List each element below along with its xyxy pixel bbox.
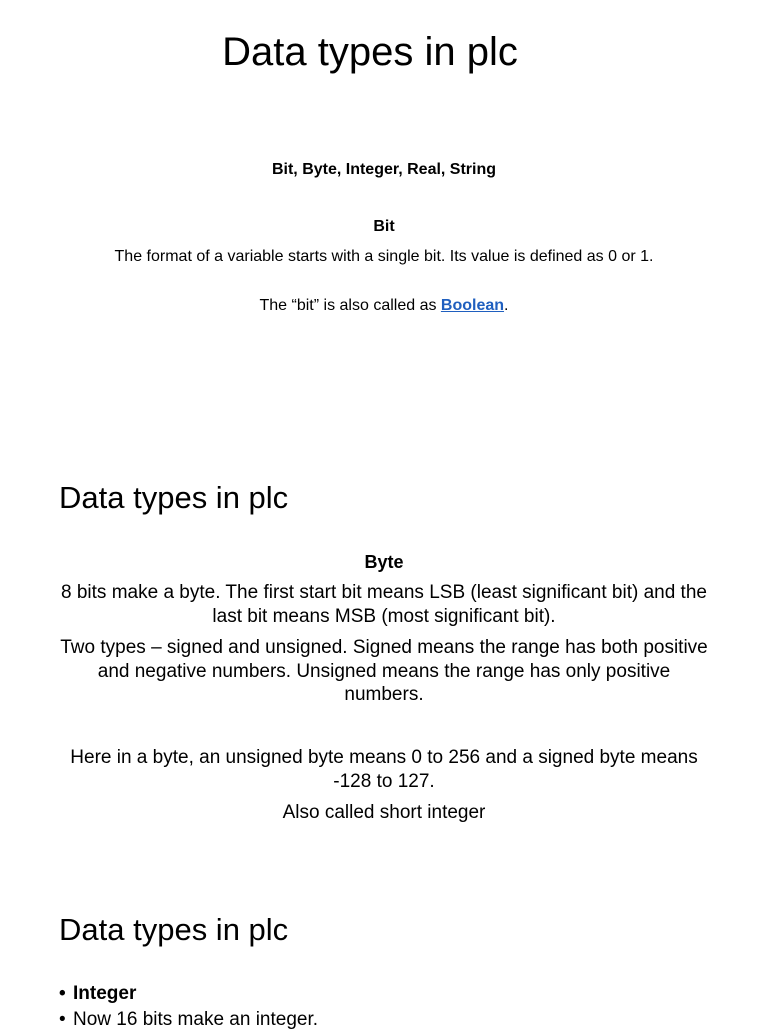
slide-title: Data types in plc <box>222 30 518 74</box>
bullet-item-integer: • Integer <box>59 982 318 1006</box>
byte-types-paragraph: Two types – signed and unsigned. Signed means the range has both positive and negative numbers. Unsigned means the range has only positive numbers. <box>60 637 708 705</box>
slide-subtitle: Bit, Byte, Integer, Real, String <box>271 161 497 178</box>
slide-integer <box>0 880 768 1030</box>
bit-description: The format of a variable starts with a single bit. Its value is defined as 0 or 1. <box>114 248 654 265</box>
boolean-link[interactable]: Boolean <box>440 297 505 314</box>
section-heading-byte: Byte <box>364 552 404 572</box>
bullet-list <box>59 982 318 1034</box>
byte-range-paragraph: Here in a byte, an unsigned byte means 0 to 256 and a signed byte means -128 to 127. <box>70 747 698 792</box>
slide-byte <box>0 440 768 880</box>
section-heading-bit: Bit <box>373 218 395 235</box>
byte-description: 8 bits make a byte. The first start bit means LSB (least significant bit) and the last bit means MSB (most significant bit). <box>61 582 707 627</box>
byte-alias-paragraph: Also called short integer <box>282 802 486 823</box>
bit-alias-prefix: The “bit” is also called as <box>259 297 441 314</box>
slide-title: Data types in plc <box>59 912 289 947</box>
bullet-item-integer-description: • Now 16 bits make an integer. <box>59 1008 318 1032</box>
slide-bit <box>0 0 768 440</box>
bit-alias-paragraph <box>104 295 664 316</box>
bit-alias-suffix: . <box>504 297 509 314</box>
slide-title: Data types in plc <box>59 480 289 515</box>
